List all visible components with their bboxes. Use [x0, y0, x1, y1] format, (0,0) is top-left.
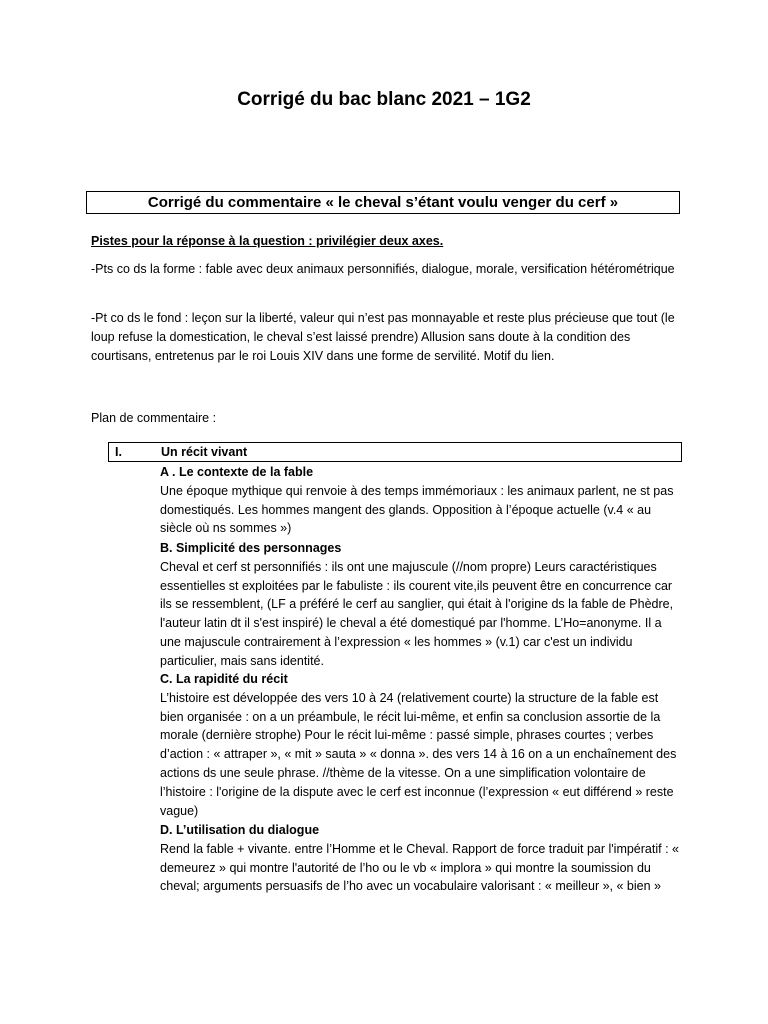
subsection-d	[160, 821, 680, 896]
subsection-heading: B. Simplicité des personnages	[160, 541, 342, 555]
subsection-heading: C. La rapidité du récit	[160, 672, 288, 686]
subsection-heading: A . Le contexte de la fable	[160, 465, 314, 479]
subsection-heading: D. L’utilisation du dialogue	[160, 823, 320, 837]
section-number: I.	[115, 445, 122, 459]
subsection-text: Une époque mythique qui renvoie à des temps immémoriaux : les animaux parlent, ne st pas domestiqués. Les hommes mangent des glands. Opposition à l’époque actuelle (v.4 « au siècle où ns sommes »)	[160, 483, 674, 536]
plan-label: Plan de commentaire :	[91, 411, 217, 425]
subsection-text: Cheval et cerf st personnifiés : ils ont une majuscule (//nom propre) Leurs caractéristiques essentielles st exploitées par le fabuliste : ils courent vite,ils peuvent être en concurrence car ils se ressemblent, (LF a préféré le cerf au sanglier, qui était à l'origine ds la fable de Phèdre, l'auteur latin dt il s'est inspiré) le cheval a été domestiqué par l'homme. L’Ho=anonyme. Il a une majuscule contrairement à l’expression « les hommes » (v.1) car c'est un individu particulier, mais sans identité.	[160, 559, 674, 668]
subsection-a	[160, 463, 680, 538]
subsection-b	[160, 539, 680, 671]
pistes-heading: Pistes pour la réponse à la question : privilégier deux axes.	[91, 234, 444, 248]
subsection-c	[160, 670, 680, 820]
paragraph-forme: -Pts co ds la forme : fable avec deux animaux personnifiés, dialogue, morale, versification hétérométrique	[91, 262, 675, 276]
section-heading-box	[108, 442, 682, 462]
section-label: Un récit vivant	[161, 445, 248, 459]
subsection-text: Rend la fable + vivante. entre l’Homme et le Cheval. Rapport de force traduit par l'impératif : « demeurez » qui montre l'autorité de l’ho ou le vb « implora » qui montre la soumission du cheval; arguments persuasifs de l’ho avec un vocabulaire valorisant : « meilleur », « bien »	[160, 841, 679, 894]
document-title: Corrigé du bac blanc 2021 – 1G2	[237, 89, 531, 110]
paragraph-fond: -Pt co ds le fond : leçon sur la liberté, valeur qui n’est pas monnayable et reste plus précieuse que tout (le loup refuse la domestication, le cheval s’est laissé prendre) Allusion sans doute à la condition des courtisans, entretenus par le roi Louis XIV dans une forme de servilité. Motif du lien.	[91, 311, 675, 363]
commentary-title-box: Corrigé du commentaire « le cheval s’étant voulu venger du cerf »	[86, 191, 680, 214]
subsection-text: L’histoire est développée des vers 10 à 24 (relativement courte) la structure de la fable est bien organisée : on a un préambule, le récit lui-même, et enfin sa conclusion assortie de la morale (dernière strophe) Pour le récit lui-même : passé simple, phrases courtes ; verbes d’action : « attraper », « mit » sauta » « donna ». des vers 14 à 16 on a un enchaînement des actions ds une seule phrase. //thème de la vitesse. On a une simplification volontaire de l’histoire : l'origine de la dispute avec le cerf est inconnue (l’expression « eut différend » reste vague)	[160, 690, 677, 818]
